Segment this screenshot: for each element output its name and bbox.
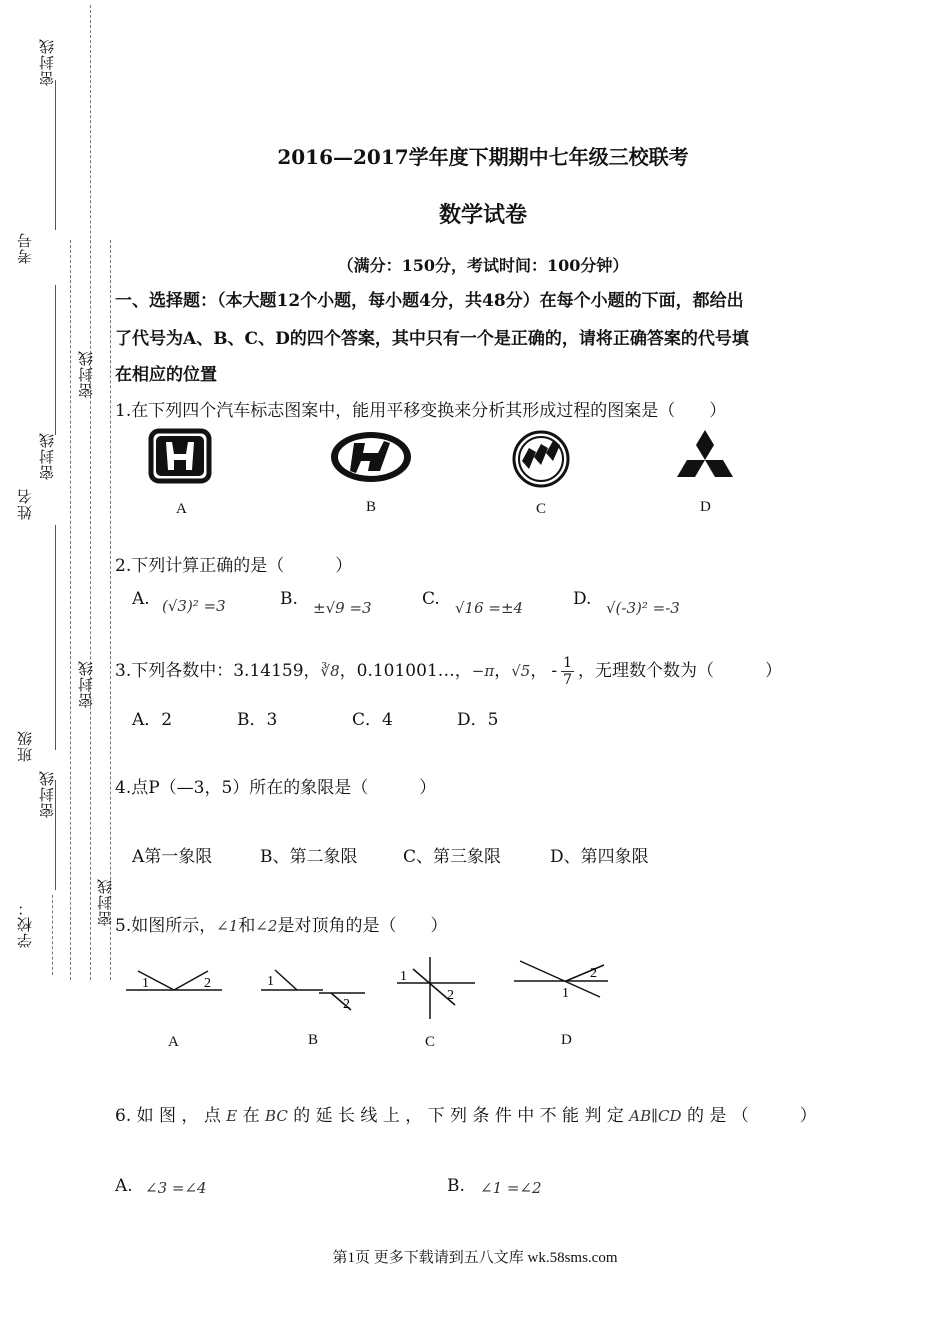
q4-option-a: A第一象限 (132, 847, 213, 867)
page-footer: 第1页 更多下载请到五八文库 wk.58sms.com (332, 1250, 618, 1266)
q3-cbrt8: ∛8 (320, 662, 340, 680)
q5-stem (115, 911, 447, 936)
kaohao-label: 考号 (16, 232, 34, 264)
q6-point-e: E (226, 1107, 238, 1125)
q3-neg-pi: −π (471, 662, 495, 680)
q4-stem: 4.点P（—3，5）所在的象限是（ ） (115, 778, 437, 798)
seal-line-label: 密封线 (38, 770, 56, 818)
section1-line2: 了代号为A、B、C、D的四个答案，其中只有一个是正确的，请将正确答案的代号填 (115, 329, 749, 349)
xingming-label: 姓名 (16, 488, 34, 520)
seal-line-label: 密封线 (38, 38, 56, 86)
q3-fraction (561, 655, 574, 688)
q5-d-num-1: 1 (562, 986, 569, 1001)
q6-seg-bc: BC (265, 1107, 288, 1125)
q3-stem-suffix: ，无理数个数为（ ） (577, 661, 782, 681)
seal-line-label: 密封线 (96, 878, 114, 926)
q6-option-b-expr: ∠1 =∠2 (480, 1179, 542, 1197)
seal-line-label: 密封线 (77, 350, 95, 398)
q5-label-b: B (308, 1032, 319, 1048)
q6-parallel: AB∥CD (629, 1107, 682, 1125)
banji-label: 班级 (16, 730, 34, 762)
q5-stem-suffix: 是对顶角的是（ ） (277, 916, 448, 936)
q5-c-num-1: 1 (400, 969, 407, 984)
q3-option-c: C．4 (352, 710, 393, 730)
q5-b-num-1: 1 (267, 974, 274, 989)
q5-a-num-2: 2 (204, 976, 211, 991)
q5-label-d: D (561, 1032, 572, 1048)
seal-line-label: 密封线 (38, 432, 56, 480)
q3-sqrt5: √5 (511, 662, 531, 680)
q1-label-d: D (700, 499, 711, 515)
q1-label-a: A (176, 501, 187, 517)
q6-stem (115, 1101, 817, 1126)
exam-title: 2016—2017学年度下期期中七年级三校联考 (277, 145, 689, 169)
q3-sep2: ， (530, 661, 548, 681)
margin-dash-line-4 (110, 240, 111, 980)
q2-option-c-label: C. (422, 589, 440, 609)
q5-c-num-2: 2 (447, 988, 454, 1003)
q3-stem (115, 655, 782, 688)
exam-subtitle: 数学试卷 (438, 202, 527, 228)
q1-label-b: B (366, 499, 377, 515)
q6-option-b-label: B. (447, 1176, 465, 1196)
margin-dash-line-2 (70, 240, 71, 980)
margin-dash-line-1 (52, 895, 53, 975)
q5-figure-b (255, 960, 370, 1015)
q6-t1: 在 (242, 1106, 260, 1126)
q5-figure-a (120, 960, 230, 1005)
q3-sep1: ， (494, 661, 512, 681)
q3-num-mid: ，0.101001…， (339, 661, 472, 681)
q5-label-a: A (168, 1034, 179, 1050)
q2-option-a-label: A. (132, 589, 150, 609)
q5-figure-c (395, 955, 480, 1020)
q5-b-num-2: 2 (343, 997, 350, 1012)
q5-figure-d (510, 955, 615, 1005)
hyundai-logo-icon (328, 429, 414, 485)
buick-logo-icon (509, 430, 573, 488)
q2-option-b-label: B. (280, 589, 298, 609)
q1-stem: 1.在下列四个汽车标志图案中，能用平移变换来分析其形成过程的图案是（ ） (115, 401, 727, 421)
xuexiao-label: 学校： (16, 900, 34, 948)
q1-label-c: C (536, 501, 547, 517)
q6-option-a-label: A. (115, 1176, 133, 1196)
q4-option-c: C、第三象限 (403, 847, 502, 867)
q6-option-a-expr: ∠3 =∠4 (145, 1179, 207, 1197)
q3-stem-prefix: 3.下列各数中：3.14159， (115, 661, 321, 681)
score-info: （满分：150分，考试时间：100分钟） (337, 256, 629, 275)
mitsubishi-logo-icon (673, 428, 737, 486)
q2-option-d-expr: √(-3)² =-3 (606, 599, 680, 617)
q6-stem-prefix: 6. 如 图 ， 点 (115, 1106, 221, 1126)
q5-label-c: C (425, 1034, 436, 1050)
honda-logo-icon (148, 428, 214, 484)
section1-line1: 一、选择题：（本大题12个小题，每小题4分，共48分）在每个小题的下面，都给出 (115, 291, 744, 311)
banji-underline (55, 525, 56, 750)
q2-option-c-expr: √16 =±4 (455, 599, 524, 617)
q3-option-d: D．5 (457, 710, 499, 730)
q2-option-d-label: D. (573, 589, 592, 609)
q2-option-b-expr: ±√9 =3 (313, 599, 372, 617)
q3-frac-num: 1 (563, 655, 572, 671)
seal-line-label: 密封线 (77, 660, 95, 708)
q5-angle2: ∠2 (255, 917, 278, 935)
q3-option-b: B．3 (237, 710, 278, 730)
q5-stem-prefix: 5.如图所示， (115, 916, 217, 936)
q3-option-a: A．2 (132, 710, 173, 730)
q4-option-d: D、第四象限 (550, 847, 649, 867)
q6-t3: 的 是 （ ） (686, 1106, 817, 1126)
q3-neg-sign: - (551, 661, 558, 681)
q6-t2: 的 延 长 线 上 ， 下 列 条 件 中 不 能 判 定 (293, 1106, 624, 1126)
xingming-underline (55, 285, 56, 435)
q3-frac-den: 7 (563, 672, 572, 688)
section1-line3: 在相应的位置 (115, 365, 217, 385)
q4-option-b: B、第二象限 (260, 847, 358, 867)
q5-a-num-1: 1 (142, 976, 149, 991)
q5-and: 和 (238, 916, 256, 936)
q2-stem: 2.下列计算正确的是（ ） (115, 556, 353, 576)
q5-d-num-2: 2 (590, 966, 597, 981)
q5-angle1: ∠1 (216, 917, 239, 935)
q2-option-a-expr: (√3)² =3 (162, 597, 226, 615)
